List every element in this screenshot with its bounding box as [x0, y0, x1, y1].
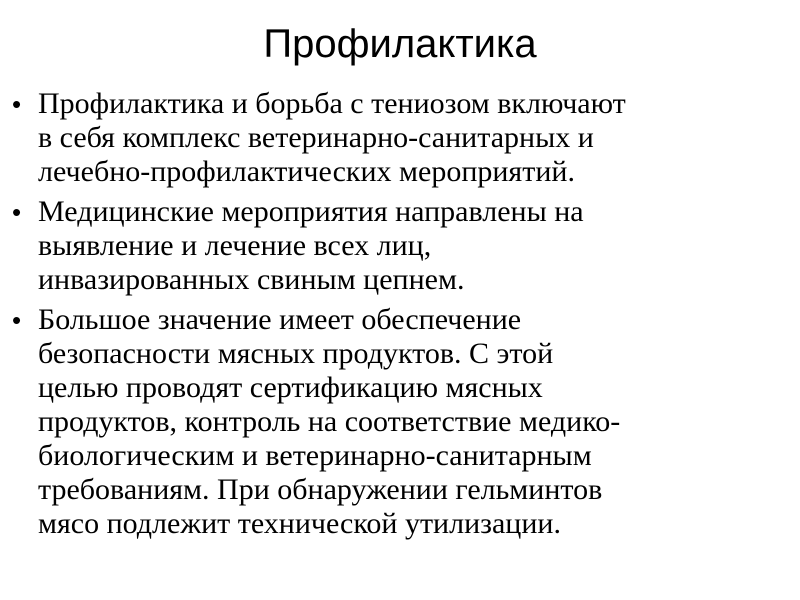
- bullet-item: [8, 87, 768, 189]
- bullet-text-line: выявление и лечение всех лиц,: [38, 229, 432, 262]
- bullet-list: [8, 87, 768, 547]
- bullet-text-line: Большое значение имеет обеспечение: [38, 303, 522, 336]
- bullet-text-line: биологическим и ветеринарно-санитарным: [38, 439, 592, 472]
- bullet-text-line: требованиям. При обнаружении гельминтов: [38, 473, 603, 506]
- bullet-text-line: инвазированных свиным цепнем.: [38, 263, 465, 296]
- bullet-text-line: мясо подлежит технической утилизации.: [38, 507, 561, 540]
- bullet-text-line: безопасности мясных продуктов. С этой: [38, 337, 554, 370]
- bullet-text-line: продуктов, контроль на соответствие медико-: [38, 405, 621, 438]
- bullet-text-line: Медицинские мероприятия направлены на: [38, 195, 584, 228]
- bullet-text-line: лечебно-профилактических мероприятий.: [38, 155, 575, 188]
- slide-title: Профилактика: [263, 22, 537, 66]
- bullet-icon: •: [12, 89, 22, 119]
- bullet-text-line: целью проводят сертификацию мясных: [38, 371, 543, 404]
- bullet-icon: •: [12, 305, 22, 335]
- bullet-item: [8, 195, 768, 297]
- bullet-icon: •: [12, 197, 22, 227]
- bullet-text-line: Профилактика и борьба с тениозом включают: [38, 87, 626, 120]
- bullet-text-line: в себя комплекс ветеринарно-санитарных и: [38, 121, 594, 154]
- bullet-item: [8, 303, 768, 541]
